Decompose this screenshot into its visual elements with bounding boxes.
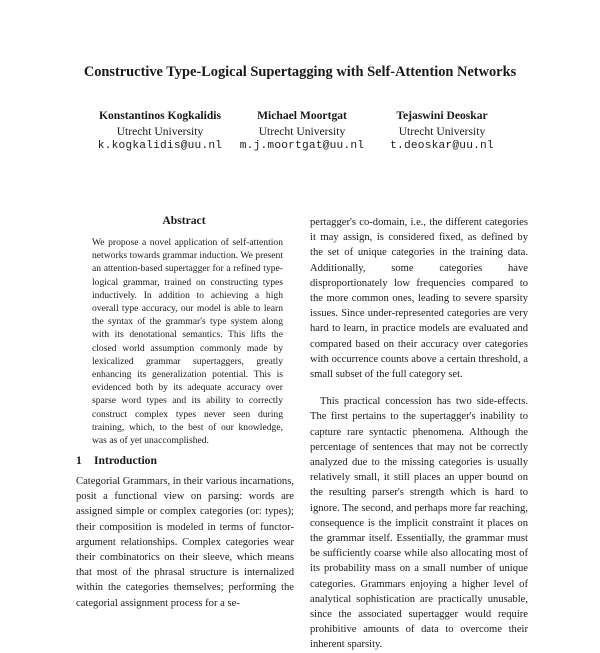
author-name: Konstantinos Kogkalidis (98, 109, 222, 122)
section-heading (76, 454, 157, 467)
paper-title: Constructive Type-Logical Supertagging with Self-Attention Networks (83, 64, 517, 80)
author-name: Tejaswini Deoskar (396, 109, 488, 122)
abstract-text: We propose a novel application of self-attention networks towards grammar induction. We present an attention-based supertagger for a refined type-logical grammar, trained on constructing types inductively. In addition to achieving a high overall type accuracy, our model is able to learn the syntax of the grammar's type system along with its denotational semantics. This lifts the closed world assumption commonly made by lexicalized grammar supertaggers, greatly enhancing its generalization potential. This is evidenced both by its adequate accuracy over sparse word types and its ability to correctly construct complex types never seen during training, which, to the best of our knowledge, was as of yet unaccomplished. (92, 237, 283, 447)
introduction-text: Categorial Grammars, in their various incarnations, posit a functional view on parsing: words are assigned simple or complex categories (or: types); their composition is modeled in terms of functor-argument relationships. Complex categories wear their combinatorics on their sleeve, which means that most of the phrasal structure is internalized within the categories themselves; performing the categorial assignment process for a se- (76, 476, 294, 609)
author-affiliation: Utrecht University (398, 124, 486, 138)
author-email: t.deoskar@uu.nl (390, 140, 494, 152)
author-affiliation: Utrecht University (116, 124, 204, 138)
paragraph: pertagger's co-domain, i.e., the different categories it may assign, is considered fixed, as defined by the set of unique categories in the training data. Additionally, some categories have disproportionately low frequencies compared to the more common ones, leading to severe sparsity issues. Since under-represented categories are very hard to learn, in practice models are evaluated and compared based on their accuracy over categories with occurrence counts above a certain threshold, a small subset of the full category set. (310, 217, 528, 381)
author-name: Michael Moortgat (257, 109, 347, 122)
author-affiliation: Utrecht University (258, 124, 346, 138)
right-column (310, 215, 528, 653)
abstract-heading: Abstract (162, 214, 206, 227)
author-email: m.j.moortgat@uu.nl (239, 140, 365, 152)
paragraph: This practical concession has two side-effects. The first pertains to the supertagger's inability to capture rare syntactic phenomena. Although the percentage of sentences that may not be correctly analyzed due to the missing categories is usually relatively small, it still places an upper bound on the resulting parser's strength which is hard to ignore. The second, and perhaps more far reaching, consequence is the implicit constraint it places on the grammar itself. Essentially, the grammar must be sufficiently coarse while also allocating most of its probability mass on a small number of unique categories. Grammars enjoying a higher level of analytical sophistication are practically unusable, since the associated supertagger would require prohibitive amounts of data to overcome their inherent sparsity. (310, 396, 528, 651)
author-email: k.kogkalidis@uu.nl (97, 140, 223, 152)
section-title: Introduction (94, 454, 157, 467)
section-number: 1 (76, 454, 82, 467)
author-block (352, 108, 532, 155)
